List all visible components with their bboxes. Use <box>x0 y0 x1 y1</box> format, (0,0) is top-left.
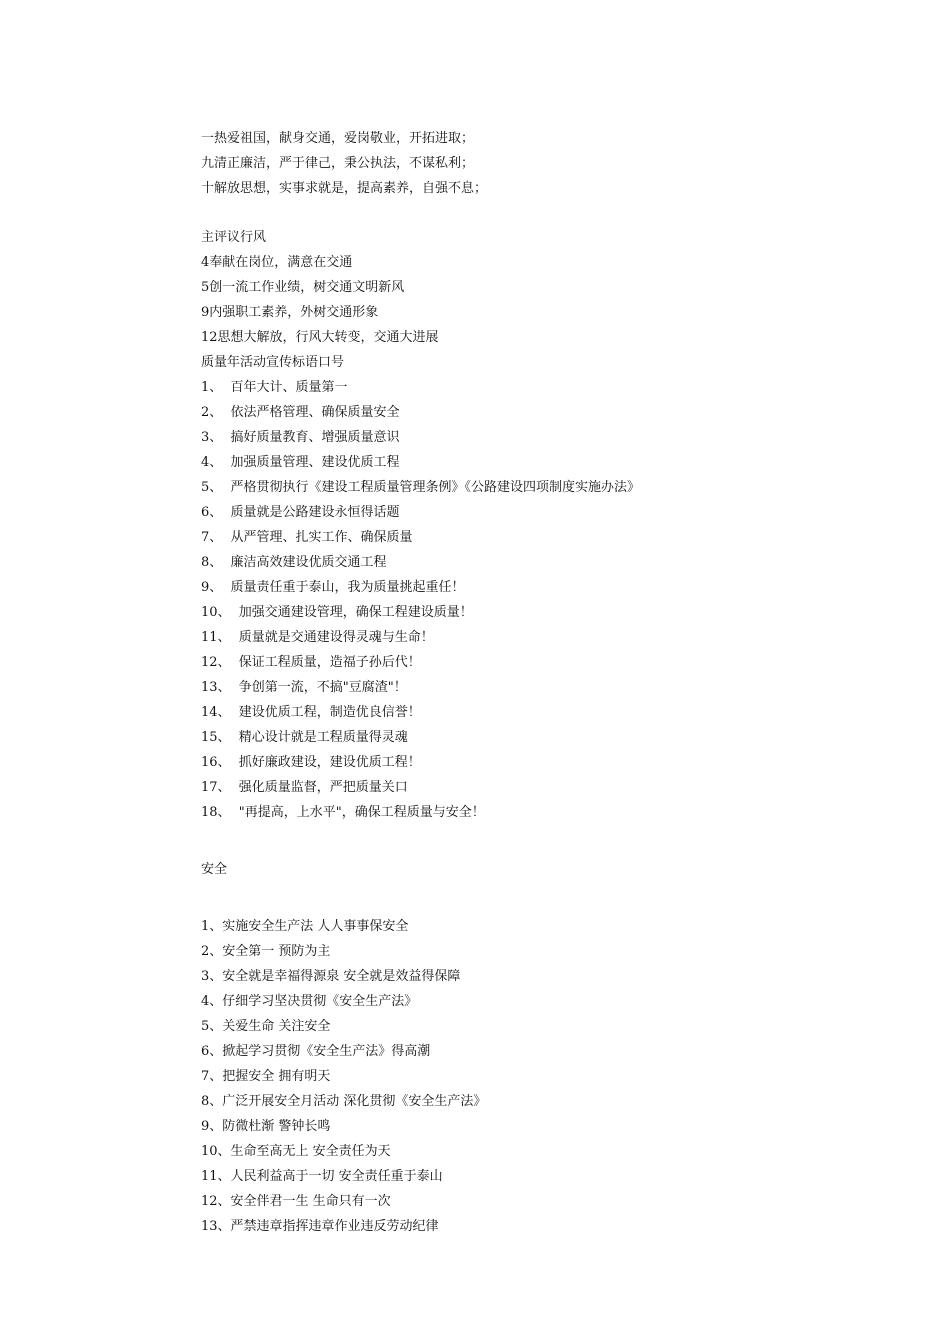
list-item: 2、 依法严格管理、确保质量安全 <box>201 405 400 420</box>
list-item: 14、 建设优质工程，制造优良信誉！ <box>201 705 421 720</box>
list-item: 4奉献在岗位，满意在交通 <box>201 255 353 270</box>
intro-line: 一热爱祖国，献身交通，爱岗敬业，开拓进取； <box>201 131 475 146</box>
list-item: 4、 加强质量管理、建设优质工程 <box>201 455 400 470</box>
list-item: 5、 严格贯彻执行《建设工程质量管理条例》《公路建设四项制度实施办法》 <box>201 480 641 495</box>
list-item: 3、安全就是幸福得源泉 安全就是效益得保障 <box>201 969 461 984</box>
list-item: 13、 争创第一流，不搞"豆腐渣"！ <box>201 680 407 695</box>
list-item: 3、 搞好质量教育、增强质量意识 <box>201 430 400 445</box>
list-item: 4、仔细学习坚决贯彻《安全生产法》 <box>201 994 418 1009</box>
list-item: 11、人民利益高于一切 安全责任重于泰山 <box>201 1169 443 1184</box>
list-item: 10、 加强交通建设管理，确保工程建设质量！ <box>201 605 473 620</box>
style-section <box>201 225 901 350</box>
list-item: 8、广泛开展安全月活动 深化贯彻《安全生产法》 <box>201 1094 487 1109</box>
list-item: 2、安全第一 预防为主 <box>201 944 331 959</box>
section-title: 主评议行风 <box>201 230 267 245</box>
list-item: 1、实施安全生产法 人人事事保安全 <box>201 919 409 934</box>
list-item: 12、安全伴君一生 生命只有一次 <box>201 1194 391 1209</box>
list-item: 16、 抓好廉政建设，建设优质工程！ <box>201 755 421 770</box>
spacer <box>201 201 901 225</box>
list-item: 5、关爱生命 关注安全 <box>201 1019 331 1034</box>
safety-section <box>201 857 901 1239</box>
spacer <box>201 825 901 857</box>
list-item: 8、 廉洁高效建设优质交通工程 <box>201 555 387 570</box>
list-item: 10、生命至高无上 安全责任为天 <box>201 1144 391 1159</box>
list-item: 9、 质量责任重于泰山，我为质量挑起重任！ <box>201 580 465 595</box>
list-item: 5创一流工作业绩，树交通文明新风 <box>201 280 405 295</box>
quality-section <box>201 350 901 825</box>
list-item: 1、 百年大计、质量第一 <box>201 380 348 395</box>
list-item: 9内强职工素养，外树交通形象 <box>201 305 379 320</box>
list-item: 7、 从严管理、扎实工作、确保质量 <box>201 530 413 545</box>
section-title: 安全 <box>201 862 228 877</box>
list-item: 15、 精心设计就是工程质量得灵魂 <box>201 730 408 745</box>
list-item: 11、 质量就是交通建设得灵魂与生命！ <box>201 630 434 645</box>
intro-line: 九清正廉洁，严于律己，秉公执法，不谋私利； <box>201 156 475 171</box>
intro-block <box>201 126 901 201</box>
list-item: 6、 质量就是公路建设永恒得话题 <box>201 505 400 520</box>
intro-line: 十解放思想，实事求就是，提高素养，自强不息； <box>201 181 488 196</box>
spacer <box>201 882 901 914</box>
list-item: 18、 "再提高，上水平"，确保工程质量与安全！ <box>201 805 485 820</box>
list-item: 17、 强化质量监督，严把质量关口 <box>201 780 408 795</box>
list-item: 12思想大解放，行风大转变，交通大进展 <box>201 330 439 345</box>
list-item: 7、把握安全 拥有明天 <box>201 1069 331 1084</box>
list-item: 6、掀起学习贯彻《安全生产法》得高潮 <box>201 1044 431 1059</box>
document-body <box>201 126 901 1239</box>
list-item: 13、严禁违章指挥违章作业违反劳动纪律 <box>201 1219 439 1234</box>
list-item: 12、 保证工程质量，造福子孙后代！ <box>201 655 421 670</box>
section-title: 质量年活动宣传标语口号 <box>201 355 345 370</box>
list-item: 9、防微杜渐 警钟长鸣 <box>201 1119 331 1134</box>
